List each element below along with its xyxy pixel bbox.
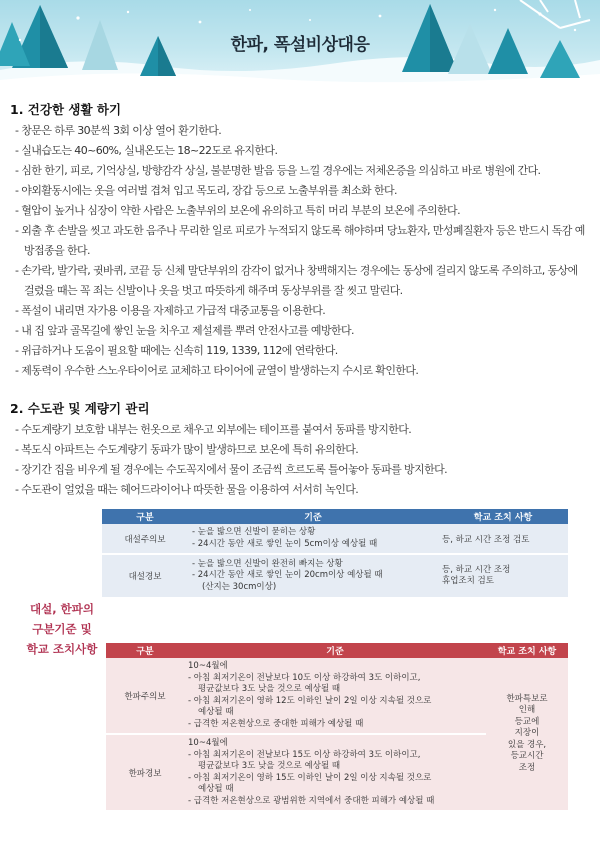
healthy-living-list [10, 121, 590, 381]
table-row [102, 524, 568, 554]
section-heading-water-pipes: 2. 수도관 및 계량기 관리 [10, 401, 150, 416]
list-item: - 복도식 아파트는 수도계량기 동파가 많이 발생하므로 보온에 특히 유의한다. [10, 440, 590, 460]
table-header-category: 구분 [106, 643, 184, 658]
list-item: - 제동력이 우수한 스노우타이어로 교체하고 타이어에 균열이 발생하는지 수시로 확인한다. [10, 361, 590, 381]
table-cell-criteria: - 눈을 밟으면 신발이 묻히는 상황 - 24시간 동안 새로 쌓인 눈이 5cm이상 예상될 때 [188, 524, 438, 554]
list-item: - 실내습도는 40~60%, 실내온도는 18~22도로 유지한다. [10, 141, 590, 161]
list-item: - 야외활동시에는 옷을 여러벌 겹쳐 입고 목도리, 장갑 등으로 노출부위를 최소화 한다. [10, 181, 590, 201]
table-cell-action: 등, 하교 시간 조정 휴업조치 검토 [438, 554, 568, 598]
list-item: - 위급하거나 도움이 필요할 때에는 신속히 119, 1339, 112에 연락한다. [10, 341, 590, 361]
list-item: - 외출 후 손발을 씻고 과도한 음주나 무리한 일로 피로가 누적되지 않도록 해야하며 당뇨환자, 만성폐질환자 등은 반드시 독감 예방접종을 한다. [10, 221, 590, 261]
table-header-category: 구분 [102, 509, 188, 524]
table-header-action: 학교 조치 사항 [486, 643, 568, 658]
list-item: - 수도계량기 보호함 내부는 헌옷으로 채우고 외부에는 테이프를 붙여서 동파를 방지한다. [10, 420, 590, 440]
cold-wave-warning-table [106, 643, 568, 812]
section-heading-healthy-living: 1. 건강한 생활 하기 [10, 102, 122, 117]
list-item: - 폭설이 내리면 자가용 이용을 자제하고 가급적 대중교통을 이용한다. [10, 301, 590, 321]
main-content [0, 100, 600, 806]
list-item: - 혈압이 높거나 심장이 약한 사람은 노출부위의 보온에 유의하고 특히 머리 부분의 보온에 주의한다. [10, 201, 590, 221]
list-item: - 손가락, 발가락, 귓바퀴, 코끝 등 신체 말단부위의 감각이 없거나 창백해지는 경우에는 동상에 걸리지 않도록 주의하고, 동상에 걸렸을 때는 꼭 죄는 신발이나 옷을 벗고 따뜻하게 해주며 동상부위를 잘 씻고 말린다. [10, 261, 590, 301]
table-cell-category: 대설경보 [102, 554, 188, 598]
table-row [102, 554, 568, 598]
table-header-criteria: 기준 [184, 643, 486, 658]
table-row [106, 658, 568, 734]
table-cell-category: 대설주의보 [102, 524, 188, 554]
tables-side-label: 대설, 한파의 구분기준 및 학교 조치사항 [26, 602, 98, 656]
table-cell-action: 한파특보로 인해 등교에 지장이 있을 경우, 등교시간 조정 [486, 658, 568, 811]
table-cell-category: 한파경보 [106, 734, 184, 811]
table-header-criteria: 기준 [188, 509, 438, 524]
table-cell-action: 등, 하교 시간 조정 검토 [438, 524, 568, 554]
page-title: 한파, 폭설비상대응 [230, 35, 370, 55]
table-cell-criteria: 10~4월에 - 아침 최저기온이 전날보다 15도 이상 하강하여 3도 이하이고, 평균값보다 3도 낮을 것으로 예상될 때 - 아침 최저기온이 영하 15도 이하인 날이 2일 이상 지속될 것으로 예상될 때 - 급격한 저온현상으로 광범위한 지역에서 중대한 피해가 예상될 때 [184, 734, 486, 811]
table-cell-category: 한파주의보 [106, 658, 184, 734]
list-item: - 창문은 하루 30분씩 3회 이상 열어 환기한다. [10, 121, 590, 141]
table-cell-criteria: 10~4월에 - 아침 최저기온이 전날보다 10도 이상 하강하여 3도 이하이고, 평균값보다 3도 낮을 것으로 예상될 때 - 아침 최저기온이 영하 12도 이하인 날이 2일 이상 지속될 것으로 예상될 때 - 급격한 저온현상으로 중대한 피해가 예상될 때 [184, 658, 486, 734]
table-cell-criteria: - 눈을 밟으면 신발이 완전히 빠지는 상황 - 24시간 동안 새로 쌓인 눈이 20cm이상 예상될 때 (산지는 30cm이상) [188, 554, 438, 598]
list-item: - 수도관이 얼었을 때는 헤어드라이어나 따뜻한 물을 이용하여 서서히 녹인다. [10, 480, 590, 500]
water-pipe-list [10, 420, 590, 500]
list-item: - 장기간 집을 비우게 될 경우에는 수도꼭지에서 물이 조금씩 흐르도록 틀어놓아 동파를 방지한다. [10, 460, 590, 480]
snow-warning-table [102, 509, 568, 599]
list-item: - 심한 한기, 피로, 기억상실, 방향감각 상실, 불분명한 발음 등을 느낄 경우에는 저체온증을 의심하고 바로 병원에 간다. [10, 161, 590, 181]
winter-banner [0, 0, 600, 92]
list-item: - 내 집 앞과 골목길에 쌓인 눈을 치우고 제설제를 뿌려 안전사고를 예방한다. [10, 321, 590, 341]
table-header-action: 학교 조치 사항 [438, 509, 568, 524]
